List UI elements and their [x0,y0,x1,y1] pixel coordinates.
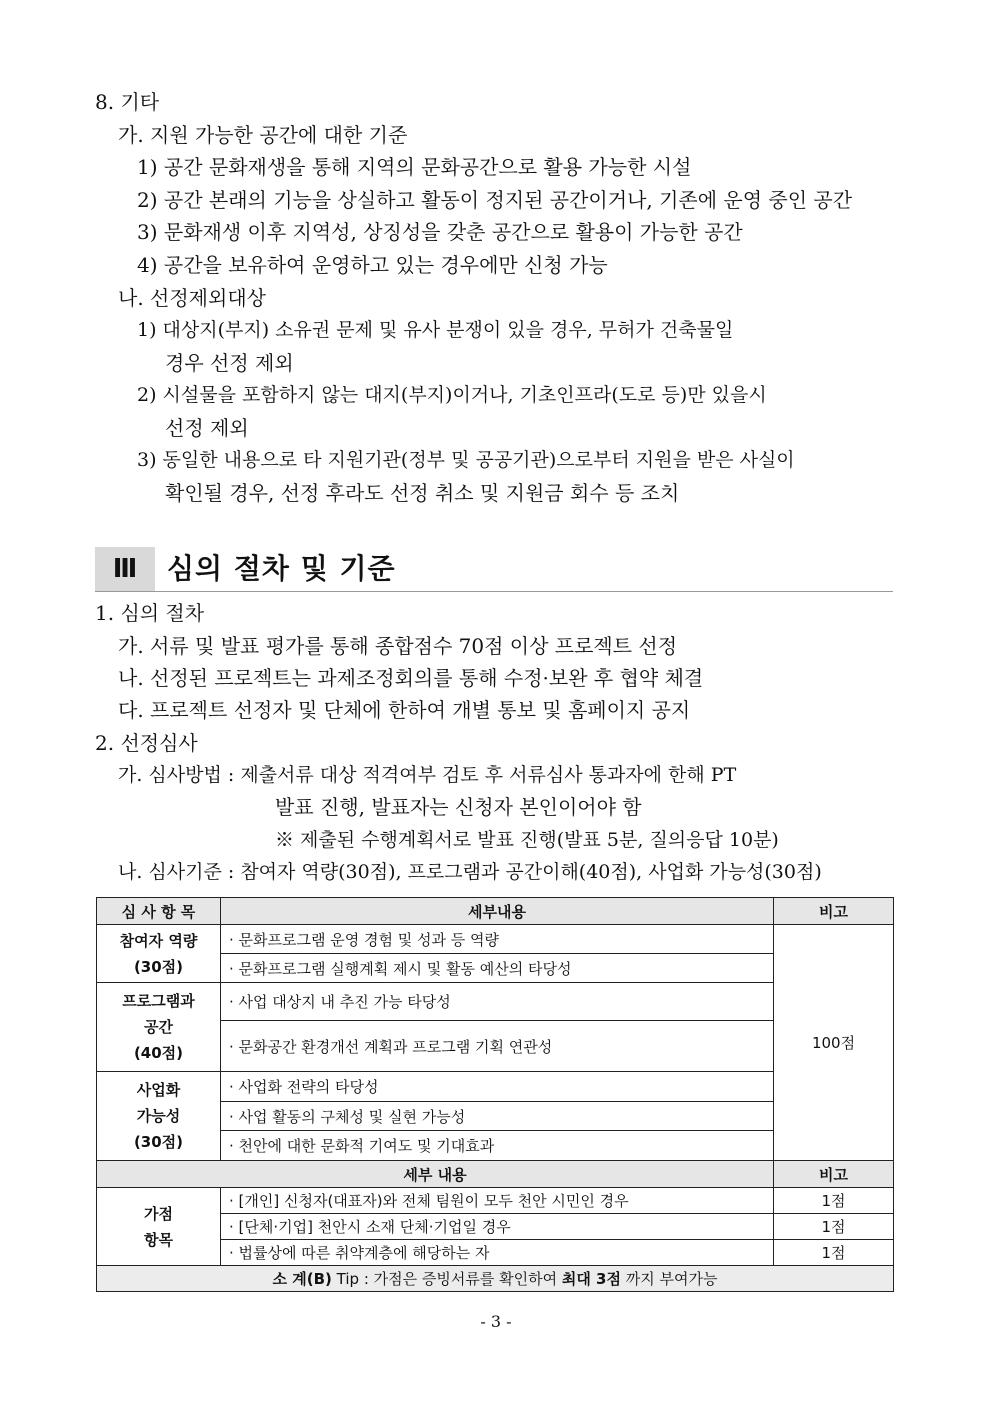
detail-cell: · 사업 대상지 내 추진 가능 타당성 [221,983,774,1021]
category-label: 공간 [144,1018,173,1036]
category-label: 사업화 [136,1081,181,1099]
header-details: 세부내용 [221,898,774,925]
exclusion-item-cont: 선정 제외 [165,416,249,440]
exclusion-item: 2) 시설물을 포함하지 않는 대지(부지)이거나, 기초인프라(도로 등)만 있을시 [137,384,767,406]
detail-cell: · 천안에 대한 문화적 기여도 및 기대효과 [221,1131,774,1161]
exclusion-item: 3) 동일한 내용으로 타 지원기관(정부 및 공공기관)으로부터 지원을 받은 사실이 [137,449,795,471]
subtotal-row [97,1266,894,1292]
review-criteria: 나. 심사기준 : 참여자 역량(30점), 프로그램과 공간이해(40점), 사업화 가능성(30점) [118,861,822,883]
bonus-score: 1점 [774,1188,894,1214]
category-score: (30점) [133,1133,184,1151]
review-method-cont: 발표 진행, 발표자는 신청자 본인이어야 함 [275,795,642,819]
exclusion-item-cont: 확인될 경우, 선정 후라도 선정 취소 및 지원금 회수 등 조치 [165,481,680,505]
category-label: 항목 [144,1230,173,1249]
criteria-table [96,897,894,1292]
bonus-item: · 법률상에 따른 취약계층에 해당하는 자 [221,1240,774,1266]
review-method: 가. 심사방법 : 제출서류 대상 적격여부 검토 후 서류심사 통과자에 한해 PT [118,764,737,786]
category-score: (30점) [133,957,184,976]
procedure-item: 나. 선정된 프로젝트는 과제조정회의를 통해 수정·보완 후 협약 체결 [118,666,704,690]
bonus-score: 1점 [774,1214,894,1240]
bonus-header-remarks: 비고 [774,1161,894,1188]
category-cell [97,983,221,1072]
review-note: ※ 제출된 수행계획서로 발표 진행(발표 5분, 질의응답 10분) [275,829,779,851]
category-label: 프로그램과 [122,992,195,1010]
exclusion-title: 나. 선정제외대상 [118,286,266,310]
category-label: 가점 [144,1204,173,1223]
criteria-a-item: 1) 공간 문화재생을 통해 지역의 문화공간으로 활용 가능한 시설 [137,155,692,179]
max-bonus: 최대 3점 [561,1270,621,1288]
section-8-title: 8. 기타 [95,90,160,114]
header-category: 심 사 항 목 [97,898,221,925]
category-cell [97,925,221,983]
detail-cell: · 사업화 전략의 타당성 [221,1072,774,1102]
tip-text: Tip : 가점은 증빙서류를 확인하여 [331,1270,562,1288]
exclusion-item-cont: 경우 선정 제외 [165,351,294,375]
section-3-header [95,547,893,591]
detail-cell: · 문화프로그램 운영 경험 및 성과 등 역량 [221,925,774,954]
detail-cell: · 사업 활동의 구체성 및 실현 가능성 [221,1102,774,1131]
tip-text-end: 까지 부여가능 [620,1270,718,1288]
category-label: 참여자 역량 [119,931,198,950]
header-remarks: 비고 [774,898,894,925]
procedure-title: 1. 심의 절차 [95,601,205,625]
detail-cell: · 문화공간 환경개선 계획과 프로그램 기획 연관성 [221,1021,774,1072]
bonus-item: · [단체·기업] 천안시 소재 단체·기업일 경우 [221,1214,774,1240]
bonus-category [97,1188,221,1266]
section-number: Ⅲ [95,547,155,591]
bonus-header-details: 세부 내용 [97,1161,774,1188]
exclusion-item: 1) 대상지(부지) 소유권 문제 및 유사 분쟁이 있을 경우, 무허가 건축물일 [137,319,734,341]
detail-cell: · 문화프로그램 실행계획 제시 및 활동 예산의 타당성 [221,954,774,983]
criteria-a-title: 가. 지원 가능한 공간에 대한 기준 [118,123,408,147]
bonus-score: 1점 [774,1240,894,1266]
criteria-a-item: 3) 문화재생 이후 지역성, 상징성을 갖춘 공간으로 활용이 가능한 공간 [137,220,743,244]
procedure-item: 가. 서류 및 발표 평가를 통해 종합점수 70점 이상 프로젝트 선정 [118,634,678,658]
procedure-item: 다. 프로젝트 선정자 및 단체에 한하여 개별 통보 및 홈페이지 공지 [118,698,691,722]
subtotal-label: 소 계(B) [272,1270,332,1288]
category-cell [97,1072,221,1161]
page-number: - 3 - [480,1312,512,1331]
review-title: 2. 선정심사 [95,731,198,755]
category-score: (40점) [133,1044,184,1062]
total-score: 100점 [774,925,894,1161]
criteria-a-item: 2) 공간 본래의 기능을 상실하고 활동이 정지된 공간이거나, 기존에 운영 중인 공간 [137,188,853,212]
bonus-item: · [개인] 신청자(대표자)와 전체 팀원이 모두 천안 시민인 경우 [221,1188,774,1214]
category-label: 가능성 [136,1107,181,1125]
section-divider [95,591,893,592]
section-title: 심의 절차 및 기준 [167,552,396,585]
criteria-a-item: 4) 공간을 보유하여 운영하고 있는 경우에만 신청 가능 [137,253,608,277]
